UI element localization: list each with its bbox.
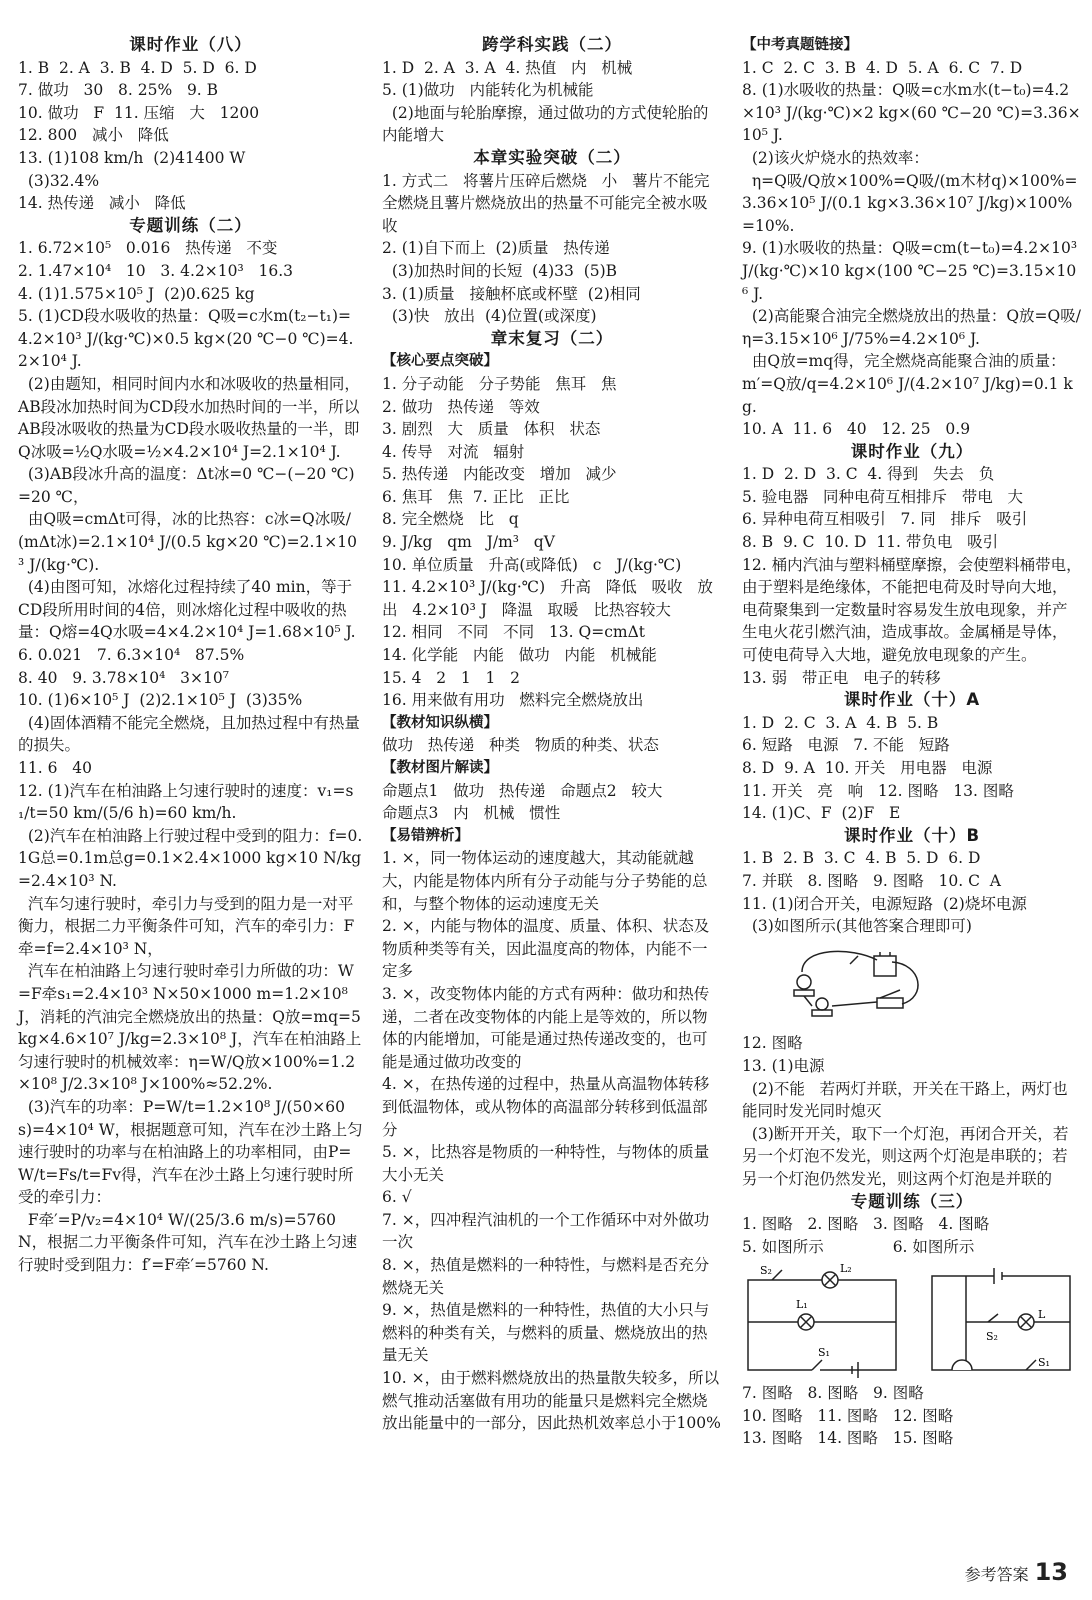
section-heading: 课时作业（十）A xyxy=(843,690,981,710)
label-s1b: S₁ xyxy=(1038,1356,1050,1370)
subsection-tag: 【易错辨析】 xyxy=(382,827,469,844)
answer-line: 6. 焦耳 焦 7. 正比 正比 xyxy=(382,487,570,506)
answer-line: (4)固体酒精不能完全燃烧，且加热过程中有热量的损失。 xyxy=(18,713,360,755)
label-l2: L₂ xyxy=(840,1262,852,1276)
answer-line: 2. 做功 热传递 等效 xyxy=(382,397,540,416)
column-1 xyxy=(18,34,366,1277)
answer-line: 1. 6.72×10⁵ 0.016 热传递 不变 xyxy=(18,239,278,258)
answer-line: 命题点1 做功 热传递 命题点2 较大 xyxy=(382,781,663,800)
section-heading: 章末复习（二） xyxy=(490,328,614,348)
answer-line: 8. 40 9. 3.78×10⁴ 3×10⁷ xyxy=(18,668,229,687)
answer-line: (2)不能 若两灯并联，开关在干路上，两灯也能同时发光同时熄灭 xyxy=(742,1079,1068,1121)
circuit-figures-row xyxy=(742,1262,1082,1378)
answer-line: 5. 如图所示 6. 如图所示 xyxy=(742,1237,975,1256)
answer-line: 3. 剧烈 大 质量 体积 状态 xyxy=(382,420,601,439)
answer-line: 6. 0.021 7. 6.3×10⁴ 87.5% xyxy=(18,646,245,665)
answer-line: (3)32.4% xyxy=(18,171,100,190)
subsection-tag: 【核心要点突破】 xyxy=(382,353,498,370)
answer-line: 16. 用来做有用功 燃料完全燃烧放出 xyxy=(382,691,644,710)
answer-line: (3)AB段冰升高的温度：Δt冰=0 ℃−(−20 ℃)=20 ℃， xyxy=(18,465,355,506)
answer-line: 12. 图略 xyxy=(742,1034,803,1053)
answer-line: 7. 做功 30 8. 25% 9. B xyxy=(18,81,219,100)
answer-line: 1. B 2. B 3. C 4. B 5. D 6. D xyxy=(742,849,981,868)
answer-line: 11. 6 40 xyxy=(18,759,92,777)
answer-line: 10. 做功 F 11. 压缩 大 1200 xyxy=(18,103,260,122)
answer-line: 14. 热传递 减小 降低 xyxy=(18,194,186,213)
circuit-diagram-6 xyxy=(926,1262,1076,1378)
answer-line: 11. 开关 亮 响 12. 图略 13. 图略 xyxy=(742,781,1014,800)
column-2 xyxy=(382,34,722,1435)
answer-line: 8. (1)水吸收的热量：Q吸=c水m水(t−t₀)=4.2×10³ J/(kg·℃)×2 kg×(60 ℃−20 ℃)=3.36×10⁵ J. xyxy=(742,81,1081,145)
answer-line: 汽车在柏油路上匀速行驶时牵引力所做的功：W=F牵s₁=2.4×10³ N×50×1000 m=1.2×10⁸ J，消耗的汽油完全燃烧放出的热量：Q放=mq=5 kg×4.6×10⁷ J/kg=2.3×10⁸ J，汽车在柏油路上匀速行驶时的机械效率：η=W/Q放×100%=1.2×10⁸ J/2.3×10⁸ J×100%≈52.2%. xyxy=(18,962,366,1094)
label-l: L xyxy=(1038,1308,1046,1322)
answer-line: 4. (1)1.575×10⁵ J (2)0.625 kg xyxy=(18,284,255,303)
answer-line: (2)由题知，相同时间内水和冰吸收的热量相同，AB段冰加热时间为CD段水加热时间的一半，所以AB段冰吸收的热量为CD段水吸收热量的一半，即Q冰吸=½Q水吸=½×4.2×10⁴ J=2.1×10⁴ J. xyxy=(18,374,360,461)
answer-line: (3)快 放出 (4)位置(或深度) xyxy=(382,307,597,326)
label-l1: L₁ xyxy=(796,1298,808,1312)
column-3 xyxy=(742,34,1082,1450)
circuit-photo-diagram xyxy=(782,942,932,1022)
section-heading: 课时作业（八） xyxy=(129,35,252,54)
answer-line: 10. 图略 11. 图略 12. 图略 xyxy=(742,1406,954,1425)
answer-line: 15. 4 2 1 1 2 xyxy=(382,668,521,687)
answer-line: 1. ×，同一物体运动的速度越大，其动能就越大，内能是物体内所有分子动能与分子势能的总和，与整个物体的运动速度无关 xyxy=(382,849,708,913)
answer-line: 12. 800 减小 降低 xyxy=(18,126,169,145)
answer-line: 5. 热传递 内能改变 增加 减少 xyxy=(382,465,617,484)
circuit-diagram-5 xyxy=(742,1262,902,1378)
label-s2: S₂ xyxy=(760,1264,772,1278)
answer-line: 5. (1)做功 内能转化为机械能 xyxy=(382,81,594,100)
answer-line: 11. 4.2×10³ J/(kg·℃) 升高 降低 吸收 放出 4.2×10³ J 降温 取暖 比热容较大 xyxy=(382,578,713,619)
section-heading: 课时作业（十）B xyxy=(843,825,981,845)
page-number: 13 xyxy=(1034,1558,1068,1586)
answer-line: 7. ×，四冲程汽油机的一个工作循环中对外做功一次 xyxy=(382,1210,710,1252)
answer-line: 5. ×，比热容是物质的一种特性，与物体的质量大小无关 xyxy=(382,1143,710,1184)
answer-line: 7. 并联 8. 图略 9. 图略 10. C A xyxy=(742,871,1001,890)
footer-section-label: 参考答案 xyxy=(964,1565,1029,1584)
answer-line: (4)由图可知，冰熔化过程持续了40 min，等于CD段所用时间的4倍，则冰熔化过程中吸收的热量：Q熔=4Q水吸=4×4.2×10⁴ J=1.68×10⁵ J. xyxy=(18,578,356,642)
answer-line: 命题点3 内 机械 惯性 xyxy=(382,804,561,823)
answer-line: 8. B 9. C 10. D 11. 带负电 吸引 xyxy=(742,533,999,552)
answer-line: 6. √ xyxy=(382,1188,412,1207)
answer-line: (3)如图所示(其他答案合理即可) xyxy=(742,917,972,936)
answer-line: 4. ×，在热传递的过程中，热量从高温物体转移到低温物体，或从物体的高温部分转移到低温部分 xyxy=(382,1075,710,1139)
answer-line: 2. ×，内能与物体的温度、质量、体积、状态及物质种类等有关，因此温度高的物体，内能不一定多 xyxy=(382,917,710,981)
answer-line: 2. (1)自下而上 (2)质量 热传递 xyxy=(382,239,610,258)
answer-line: 12. 桶内汽油与塑料桶壁摩擦，会使塑料桶带电，由于塑料是绝缘体，不能把电荷及时导向大地，电荷聚集到一定数量时容易发生放电现象，并产生电火花引燃汽油，造成事故。金属桶是导体，可使电荷导入大地，避免放电现象的产生。 xyxy=(742,555,1082,665)
subsection-tag: 【教材图片解读】 xyxy=(382,760,498,776)
answer-line: 1. B 2. A 3. B 4. D 5. D 6. D xyxy=(18,58,257,77)
answer-line: 10. 单位质量 升高(或降低) c J/(kg·℃) xyxy=(382,555,682,574)
answer-line: 13. 弱 带正电 电子的转移 xyxy=(742,668,941,687)
answer-line: 13. (1)电源 xyxy=(742,1056,825,1075)
answer-line: 12. 相同 不同 不同 13. Q=cmΔt xyxy=(382,623,645,642)
section-heading: 专题训练（三） xyxy=(850,1191,974,1211)
answer-line: 7. 图略 8. 图略 9. 图略 xyxy=(742,1384,924,1403)
page-footer xyxy=(965,1558,1068,1586)
label-s2b: S₂ xyxy=(986,1330,998,1344)
answer-line: (3)加热时间的长短 (4)33 (5)B xyxy=(382,261,618,280)
circuit-figure-battery-bulb xyxy=(782,942,1082,1029)
answer-line: (3)汽车的功率：P=W/t=1.2×10⁸ J/(50×60 s)=4×10⁴ W，根据题意可知，汽车在沙土路上匀速行驶时的功率与在柏油路上的功率相同，由P=W/t=Fs/t=Fv得，汽车在沙土路上匀速行驶时所受的牵引力： xyxy=(18,1097,363,1207)
answer-line: (3)断开开关，取下一个灯泡，再闭合开关，若另一个灯泡不发光，则这两个灯泡是串联的；若另一个灯泡仍然发光，则这两个灯泡是并联的 xyxy=(742,1124,1069,1188)
section-heading: 课时作业（九） xyxy=(850,441,974,461)
answer-line: 1. D 2. D 3. C 4. 得到 失去 负 xyxy=(742,465,995,484)
answer-line: 14. 化学能 内能 做功 内能 机械能 xyxy=(382,646,657,665)
answer-line: 1. D 2. A 3. A 4. 热值 内 机械 xyxy=(382,58,633,77)
answer-line: 5. 验电器 同种电荷互相排斥 带电 大 xyxy=(742,487,1024,506)
answer-line: 5. (1)CD段水吸收的热量：Q吸=c水m(t₂−t₁)=4.2×10³ J/(kg·℃)×0.5 kg×(20 ℃−0 ℃)=4.2×10⁴ J. xyxy=(18,307,354,371)
answer-line: 12. (1)汽车在柏油路上匀速行驶时的速度：v₁=s₁/t=50 km/(5/6 h)=60 km/h. xyxy=(18,781,354,823)
answer-line: 13. (1)108 km/h (2)41400 W xyxy=(18,148,246,167)
answer-line: (2)该火炉烧水的热效率： xyxy=(742,148,929,167)
answer-line: 汽车匀速行驶时，牵引力与受到的阻力是一对平衡力，根据二力平衡条件可知，汽车的牵引力：F牵=f=2.4×10³ N， xyxy=(18,894,355,958)
label-s1: S₁ xyxy=(818,1346,830,1360)
answer-line: 9. J/kg qm J/m³ qV xyxy=(382,533,555,552)
section-heading: 本章实验突破（二） xyxy=(473,147,631,167)
answer-line: 做功 热传递 种类 物质的种类、状态 xyxy=(382,736,659,755)
answer-line: 8. 完全燃烧 比 q xyxy=(382,510,519,529)
answer-line: 11. (1)闭合开关，电源短路 (2)烧坏电源 xyxy=(742,894,1027,913)
answer-line: (2)地面与轮胎摩擦，通过做功的方式使轮胎的内能增大 xyxy=(382,103,709,145)
answer-line: 3. (1)质量 接触杯底或杯壁 (2)相同 xyxy=(382,284,641,303)
answer-line: (2)高能聚合油完全燃烧放出的热量：Q放=Q吸/η=3.15×10⁶ J/75%=4.2×10⁶ J. xyxy=(742,307,1081,348)
answer-line: 4. 传导 对流 辐射 xyxy=(382,442,525,461)
answer-line: 1. C 2. C 3. B 4. D 5. A 6. C 7. D xyxy=(742,58,1023,77)
subsection-tag: 【中考真题链接】 xyxy=(742,37,858,53)
answer-line: 10. (1)6×10⁵ J (2)2.1×10⁵ J (3)35% xyxy=(18,691,303,710)
answer-line: 13. 图略 14. 图略 15. 图略 xyxy=(742,1429,954,1448)
answer-line: 8. ×，热值是燃料的一种特性，与燃料是否充分燃烧无关 xyxy=(382,1256,710,1297)
answer-line: 6. 异种电荷互相吸引 7. 同 排斥 吸引 xyxy=(742,510,1028,529)
answer-line: 8. D 9. A 10. 开关 用电器 电源 xyxy=(742,759,993,777)
answer-line: 2. 1.47×10⁴ 10 3. 4.2×10³ 16.3 xyxy=(18,261,294,280)
answer-line: 9. ×，热值是燃料的一种特性，热值的大小只与燃料的种类有关，与燃料的质量、燃烧放出的热量无关 xyxy=(382,1301,710,1365)
answer-line: 1. D 2. C 3. A 4. B 5. B xyxy=(742,713,939,732)
answer-line: 10. ×，由于燃料燃烧放出的热量散失较多，所以燃气推动活塞做有用功的能量只是燃料完全燃烧放出能量中的一部分，因此热机效率总小于100% xyxy=(382,1369,721,1433)
answer-line: 9. (1)水吸收的热量：Q吸=cm(t−t₀)=4.2×10³ J/(kg·℃)×10 kg×(100 ℃−25 ℃)=3.15×10⁶ J. xyxy=(742,239,1082,303)
answer-line: 3. ×，改变物体内能的方式有两种：做功和热传递，二者在改变物体的内能上是等效的，所以物体的内能增加，可能是通过热传递改变的，也可能是通过做功改变的 xyxy=(382,984,710,1071)
section-heading: 跨学科实践（二） xyxy=(482,35,622,54)
answer-line: 由Q吸=cmΔt可得，冰的比热容：c冰=Q冰吸/(mΔt冰)=2.1×10⁴ J/(0.5 kg×20 ℃)=2.1×10³ J/(kg·℃). xyxy=(18,510,357,574)
answer-line: 1. 方式二 将薯片压碎后燃烧 小 薯片不能完全燃烧且薯片燃烧放出的热量不可能完全被水吸收 xyxy=(382,171,710,235)
section-heading: 专题训练（二） xyxy=(129,215,252,235)
answer-line: η=Q吸/Q放×100%=Q吸/(m木材q)×100%=3.36×10⁵ J/(0.1 kg×3.36×10⁷ J/kg)×100%=10%. xyxy=(742,171,1078,235)
answer-line: 1. 图略 2. 图略 3. 图略 4. 图略 xyxy=(742,1215,990,1234)
answer-line: F牵′=P/v₂=4×10⁴ W/(25/3.6 m/s)=5760 N，根据二力平衡条件可知，汽车在沙土路上匀速行驶时受到阻力：f′=F牵′=5760 N. xyxy=(18,1210,358,1275)
answer-line: 14. (1)C、F (2)F E xyxy=(742,804,901,823)
answer-line: (2)汽车在柏油路上行驶过程中受到的阻力：f=0.1G总=0.1m总g=0.1×2.4×1000 kg×10 N/kg=2.4×10³ N. xyxy=(18,826,363,890)
subsection-tag: 【教材知识纵横】 xyxy=(382,714,498,731)
answer-line: 10. A 11. 6 40 12. 25 0.9 xyxy=(742,420,971,439)
answer-line: 6. 短路 电源 7. 不能 短路 xyxy=(742,736,950,755)
answer-line: 1. 分子动能 分子势能 焦耳 焦 xyxy=(382,374,617,393)
answer-line: 由Q放=mq得，完全燃烧高能聚合油的质量：m′=Q放/q=4.2×10⁶ J/(4.2×10⁷ J/kg)=0.1 kg. xyxy=(742,352,1073,416)
